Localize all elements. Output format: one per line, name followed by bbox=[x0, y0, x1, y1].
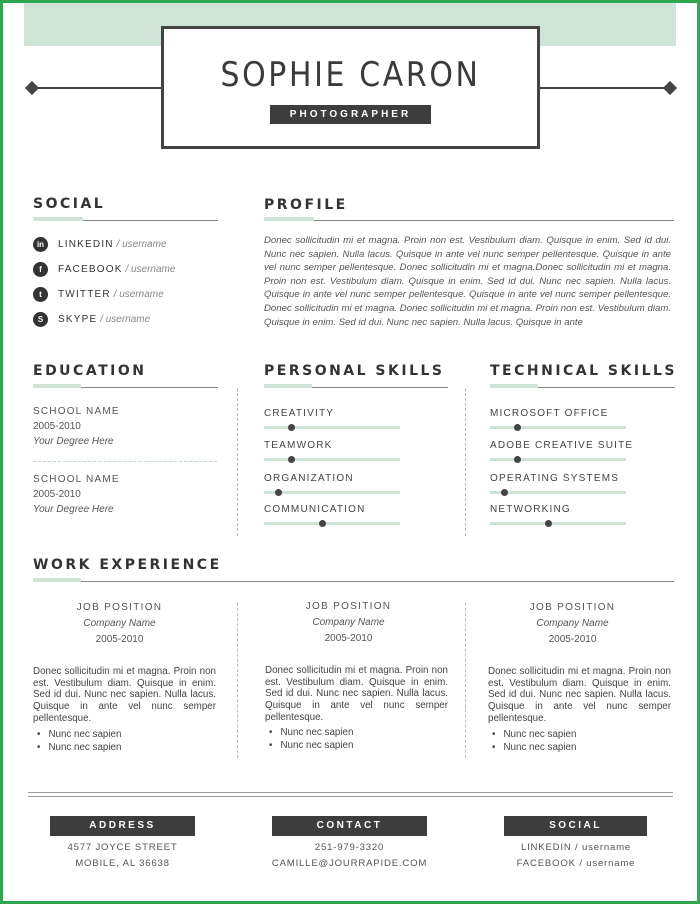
profile-text: Donec sollicitudin mi et magna. Proin non est. Vestibulum diam. Quisque in enim. Sed id dui. Nunc nec sapien. Nulla lacus. Quisque in ante vel nunc semper pellentesque. Quisque in ante vel nunc semper pellentesque. Donec sollicitudin mi et magna.Donec sollicitudin mi et magna. Proin non est. Vestibulum diam. Quisque in enim. Sed id dui. Nunc nec sapien. Nulla lacus. Quisque in ante vel nunc semper pellentesque. Quisque in ante vel nunc semper pellentesque. Donec sollicitudin mi et magna. Donec sollicitudin mi et magna. Proin non est. Vestibulum diam. Quisque in enim. Sed id dui. Nunc nec sapien. Nulla lacus. Quisque in ante bbox=[264, 235, 671, 328]
social-sep: / bbox=[113, 289, 117, 300]
footer-line-bottom bbox=[28, 796, 673, 797]
job-position: JOB POSITION bbox=[76, 602, 163, 613]
company-name: Company Name bbox=[312, 617, 385, 628]
job-title: PHOTOGRAPHER bbox=[270, 105, 431, 124]
profile-heading: PROFILE bbox=[264, 197, 348, 213]
skill-level-marker bbox=[514, 456, 521, 463]
footer-address-label: ADDRESS bbox=[50, 816, 195, 836]
twitter-icon: t bbox=[33, 287, 48, 302]
skill-bar bbox=[490, 491, 626, 494]
social-sep: / bbox=[125, 264, 129, 275]
address-line: MOBILE, AL 36638 bbox=[75, 858, 170, 869]
work-rule bbox=[33, 581, 674, 582]
technical-skills-accent bbox=[490, 384, 538, 388]
school-years: 2005-2010 bbox=[33, 421, 81, 432]
social-link[interactable]: FACEBOOK / username bbox=[516, 858, 636, 869]
social-name: LINKEDIN bbox=[58, 239, 114, 250]
column-divider bbox=[465, 603, 466, 758]
job-description: Donec sollicitudin mi et magna. Proin non est. Vestibulum diam. Quisque in enim. Sed id dui. Nunc nec sapien. Nulla lacus. Quisque in ante vel nunc semper pellentesque. bbox=[488, 666, 671, 724]
skill-label: COMMUNICATION bbox=[264, 504, 366, 515]
job-description: Donec sollicitudin mi et magna. Proin non est. Vestibulum diam. Quisque in enim. Sed id dui. Nunc nec sapien. Nulla lacus. Quisque in ante vel nunc semper pellentesque. bbox=[33, 666, 216, 724]
column-divider bbox=[465, 388, 466, 536]
skill-bar bbox=[264, 522, 400, 525]
work-heading: WORK EXPERIENCE bbox=[33, 557, 222, 573]
job-header bbox=[257, 599, 440, 647]
job-bullet: • Nunc nec sapien bbox=[35, 742, 121, 755]
column-divider bbox=[237, 388, 238, 536]
social-accent bbox=[33, 217, 83, 221]
footer-contact bbox=[257, 840, 442, 872]
social-heading: SOCIAL bbox=[33, 196, 106, 212]
social-item-twitter[interactable] bbox=[33, 287, 164, 302]
skill-bar bbox=[264, 491, 400, 494]
candidate-name: SOPHIE CARON bbox=[220, 55, 481, 95]
social-item-facebook[interactable] bbox=[33, 262, 175, 277]
job-bullets bbox=[490, 729, 576, 754]
education-divider bbox=[33, 461, 217, 462]
education-heading: EDUCATION bbox=[33, 363, 147, 379]
footer-line-top bbox=[28, 792, 673, 793]
job-years: 2005-2010 bbox=[95, 634, 144, 645]
social-user: username bbox=[122, 239, 167, 250]
job-bullet: • Nunc nec sapien bbox=[267, 740, 353, 753]
skill-label: TEAMWORK bbox=[264, 440, 333, 451]
header-line-right bbox=[540, 87, 671, 89]
job-bullets bbox=[267, 727, 353, 752]
education-accent bbox=[33, 384, 81, 388]
job-bullet: • Nunc nec sapien bbox=[490, 729, 576, 742]
footer-contact-label: CONTACT bbox=[272, 816, 427, 836]
name-box bbox=[161, 26, 540, 149]
education-item bbox=[33, 472, 120, 517]
social-name: SKYPE bbox=[58, 314, 98, 325]
social-item-linkedin[interactable] bbox=[33, 237, 167, 252]
skill-bar bbox=[490, 426, 626, 429]
profile-accent bbox=[264, 217, 314, 221]
column-divider bbox=[237, 603, 238, 758]
skill-label: NETWORKING bbox=[490, 504, 571, 515]
footer-social-label: SOCIAL bbox=[504, 816, 647, 836]
skill-label: MICROSOFT OFFICE bbox=[490, 408, 609, 419]
resume-page bbox=[3, 3, 697, 901]
job-years: 2005-2010 bbox=[548, 634, 597, 645]
skill-level-marker bbox=[275, 489, 282, 496]
skill-bar bbox=[490, 522, 626, 525]
job-header bbox=[481, 600, 664, 648]
job-header bbox=[28, 600, 211, 648]
skill-bar bbox=[264, 458, 400, 461]
social-name: FACEBOOK bbox=[58, 264, 123, 275]
phone-number: 251-979-3320 bbox=[314, 842, 385, 853]
footer-address bbox=[50, 840, 195, 872]
social-name: TWITTER bbox=[58, 289, 111, 300]
header-line-left bbox=[33, 87, 163, 89]
skill-level-marker bbox=[501, 489, 508, 496]
job-bullets bbox=[35, 729, 121, 754]
social-sep: / bbox=[100, 314, 103, 325]
skill-label: ADOBE CREATIVE SUITE bbox=[490, 440, 634, 451]
linkedin-icon: in bbox=[33, 237, 48, 252]
job-position: JOB POSITION bbox=[529, 602, 616, 613]
skill-bar bbox=[264, 426, 400, 429]
social-item-skype[interactable] bbox=[33, 312, 150, 327]
job-bullet: • Nunc nec sapien bbox=[490, 742, 576, 755]
facebook-icon: f bbox=[33, 262, 48, 277]
job-bullet: • Nunc nec sapien bbox=[267, 727, 353, 740]
work-accent bbox=[33, 578, 81, 582]
diamond-left bbox=[25, 81, 39, 95]
school-years: 2005-2010 bbox=[33, 489, 81, 500]
job-years: 2005-2010 bbox=[324, 633, 373, 644]
social-user: username bbox=[105, 314, 151, 325]
skill-level-marker bbox=[288, 424, 295, 431]
company-name: Company Name bbox=[536, 618, 609, 629]
school-name: SCHOOL NAME bbox=[33, 474, 120, 485]
footer-social bbox=[490, 840, 662, 872]
education-item bbox=[33, 404, 120, 449]
social-user: username bbox=[119, 289, 164, 300]
profile-rule bbox=[264, 220, 674, 221]
skill-label: OPERATING SYSTEMS bbox=[490, 473, 620, 484]
job-bullet: • Nunc nec sapien bbox=[35, 729, 121, 742]
skill-level-marker bbox=[545, 520, 552, 527]
school-name: SCHOOL NAME bbox=[33, 406, 120, 417]
email-address[interactable]: CAMILLE@JOURRAPIDE.COM bbox=[271, 858, 428, 869]
skill-level-marker bbox=[288, 456, 295, 463]
social-link[interactable]: LINKEDIN / username bbox=[520, 842, 632, 853]
company-name: Company Name bbox=[83, 618, 156, 629]
degree: Your Degree Here bbox=[33, 504, 114, 515]
social-user: username bbox=[130, 264, 176, 275]
skype-icon: S bbox=[33, 312, 48, 327]
skill-bar bbox=[490, 458, 626, 461]
personal-skills-heading: PERSONAL SKILLS bbox=[264, 363, 445, 379]
skill-label: ORGANIZATION bbox=[264, 473, 354, 484]
skill-label: CREATIVITY bbox=[264, 408, 335, 419]
skill-level-marker bbox=[514, 424, 521, 431]
diamond-right bbox=[663, 81, 677, 95]
job-description: Donec sollicitudin mi et magna. Proin non est. Vestibulum diam. Quisque in enim. Sed id dui. Nunc nec sapien. Nulla lacus. Quisque in ante vel nunc semper pellentesque. bbox=[265, 665, 448, 723]
degree: Your Degree Here bbox=[33, 436, 114, 447]
skill-level-marker bbox=[319, 520, 326, 527]
social-sep: / bbox=[116, 239, 120, 250]
personal-skills-accent bbox=[264, 384, 312, 388]
address-line: 4577 JOYCE STREET bbox=[67, 842, 178, 853]
job-position: JOB POSITION bbox=[305, 601, 392, 612]
technical-skills-heading: TECHNICAL SKILLS bbox=[490, 363, 677, 379]
